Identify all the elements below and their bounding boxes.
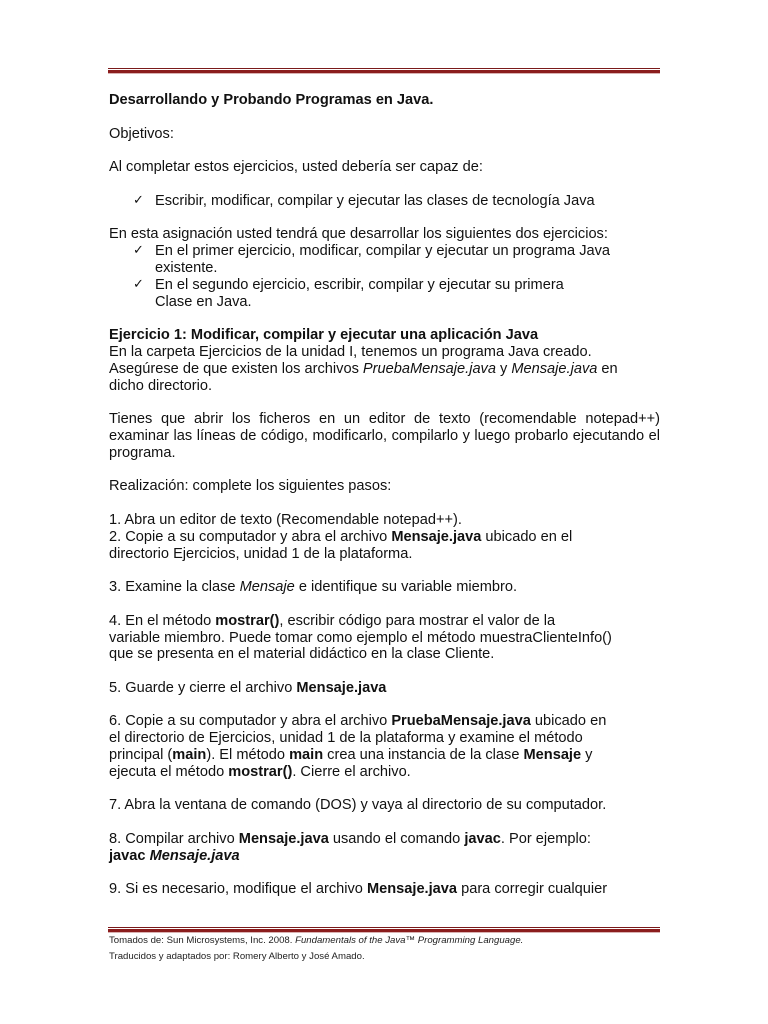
step-7: 7. Abra la ventana de comando (DOS) y vaya al directorio de su computador. [109, 797, 607, 814]
step-2: 2. Copie a su computador y abra el archivo Mensaje.java ubicado en el directorio Ejercicios, unidad 1 de la plataforma. [109, 528, 573, 562]
header-rule [108, 68, 660, 74]
list-item: ✓ En el segundo ejercicio, escribir, compilar y ejecutar su primera Clase en Java. [133, 276, 564, 310]
check-mark-icon: ✓ [133, 276, 144, 292]
footer-rule [108, 927, 660, 933]
document-title: Desarrollando y Probando Programas en Java. [109, 92, 434, 108]
step-6: 6. Copie a su computador y abra el archivo PruebaMensaje.java ubicado en el directorio de Ejercicios, unidad 1 de la plataforma y examine el método principal (main). El método main crea una instancia de la clase Mensaje y ejecuta el método mostrar(). Cierre el archivo. [109, 713, 607, 780]
intro-text: Al completar estos ejercicios, usted debería ser capaz de: [109, 159, 483, 176]
step-9: 9. Si es necesario, modifique el archivo Mensaje.java para corregir cualquier [109, 881, 608, 898]
step-5: 5. Guarde y cierre el archivo Mensaje.java [109, 679, 387, 696]
step-3: 3. Examine la clase Mensaje e identifique su variable miembro. [109, 579, 518, 596]
footer-source: Tomados de: Sun Microsystems, Inc. 2008. Fundamentals of the Java™ Programming Language. [109, 935, 524, 946]
list-item: ✓ Escribir, modificar, compilar y ejecutar las clases de tecnología Java [133, 192, 595, 209]
footer-credits: Traducidos y adaptados por: Romery Alberto y José Amado. [109, 951, 365, 962]
objectives-label: Objetivos: [109, 125, 174, 142]
exercise-description: En la carpeta Ejercicios de la unidad I, tenemos un programa Java creado. Asegúrese de que existen los archivos PruebaMensaje.java y Mensaje.java en dicho directorio. [109, 343, 618, 394]
step-1: 1. Abra un editor de texto (Recomendable notepad++). [109, 511, 462, 528]
goals-list [109, 193, 660, 210]
check-mark-icon: ✓ [133, 192, 144, 208]
document-body [109, 92, 660, 898]
assignment-intro: En esta asignación usted tendrá que desarrollar los siguientes dos ejercicios: [109, 226, 608, 243]
exercise-heading: Ejercicio 1: Modificar, compilar y ejecutar una aplicación Java [109, 327, 539, 344]
step-4: 4. En el método mostrar(), escribir código para mostrar el valor de la variable miembro. Puede tomar como ejemplo el método muestraClienteInfo() que se presenta en el material didáctico en la clase Cliente. [109, 612, 612, 663]
check-mark-icon: ✓ [133, 243, 144, 259]
page-footer [109, 935, 669, 967]
instructions-paragraph: Tienes que abrir los ficheros en un editor de texto (recomendable notepad++) examinar las líneas de código, modificarlo, compilarlo y luego probarlo ejecutando el programa. [109, 411, 660, 461]
list-item: ✓ En el primer ejercicio, modificar, compilar y ejecutar un programa Java existente. [133, 243, 611, 276]
step-8: 8. Compilar archivo Mensaje.java usando el comando javac. Por ejemplo: javac Mensaje.java [109, 831, 591, 864]
steps-intro: Realización: complete los siguientes pasos: [109, 478, 392, 495]
assignment-list [109, 243, 660, 310]
